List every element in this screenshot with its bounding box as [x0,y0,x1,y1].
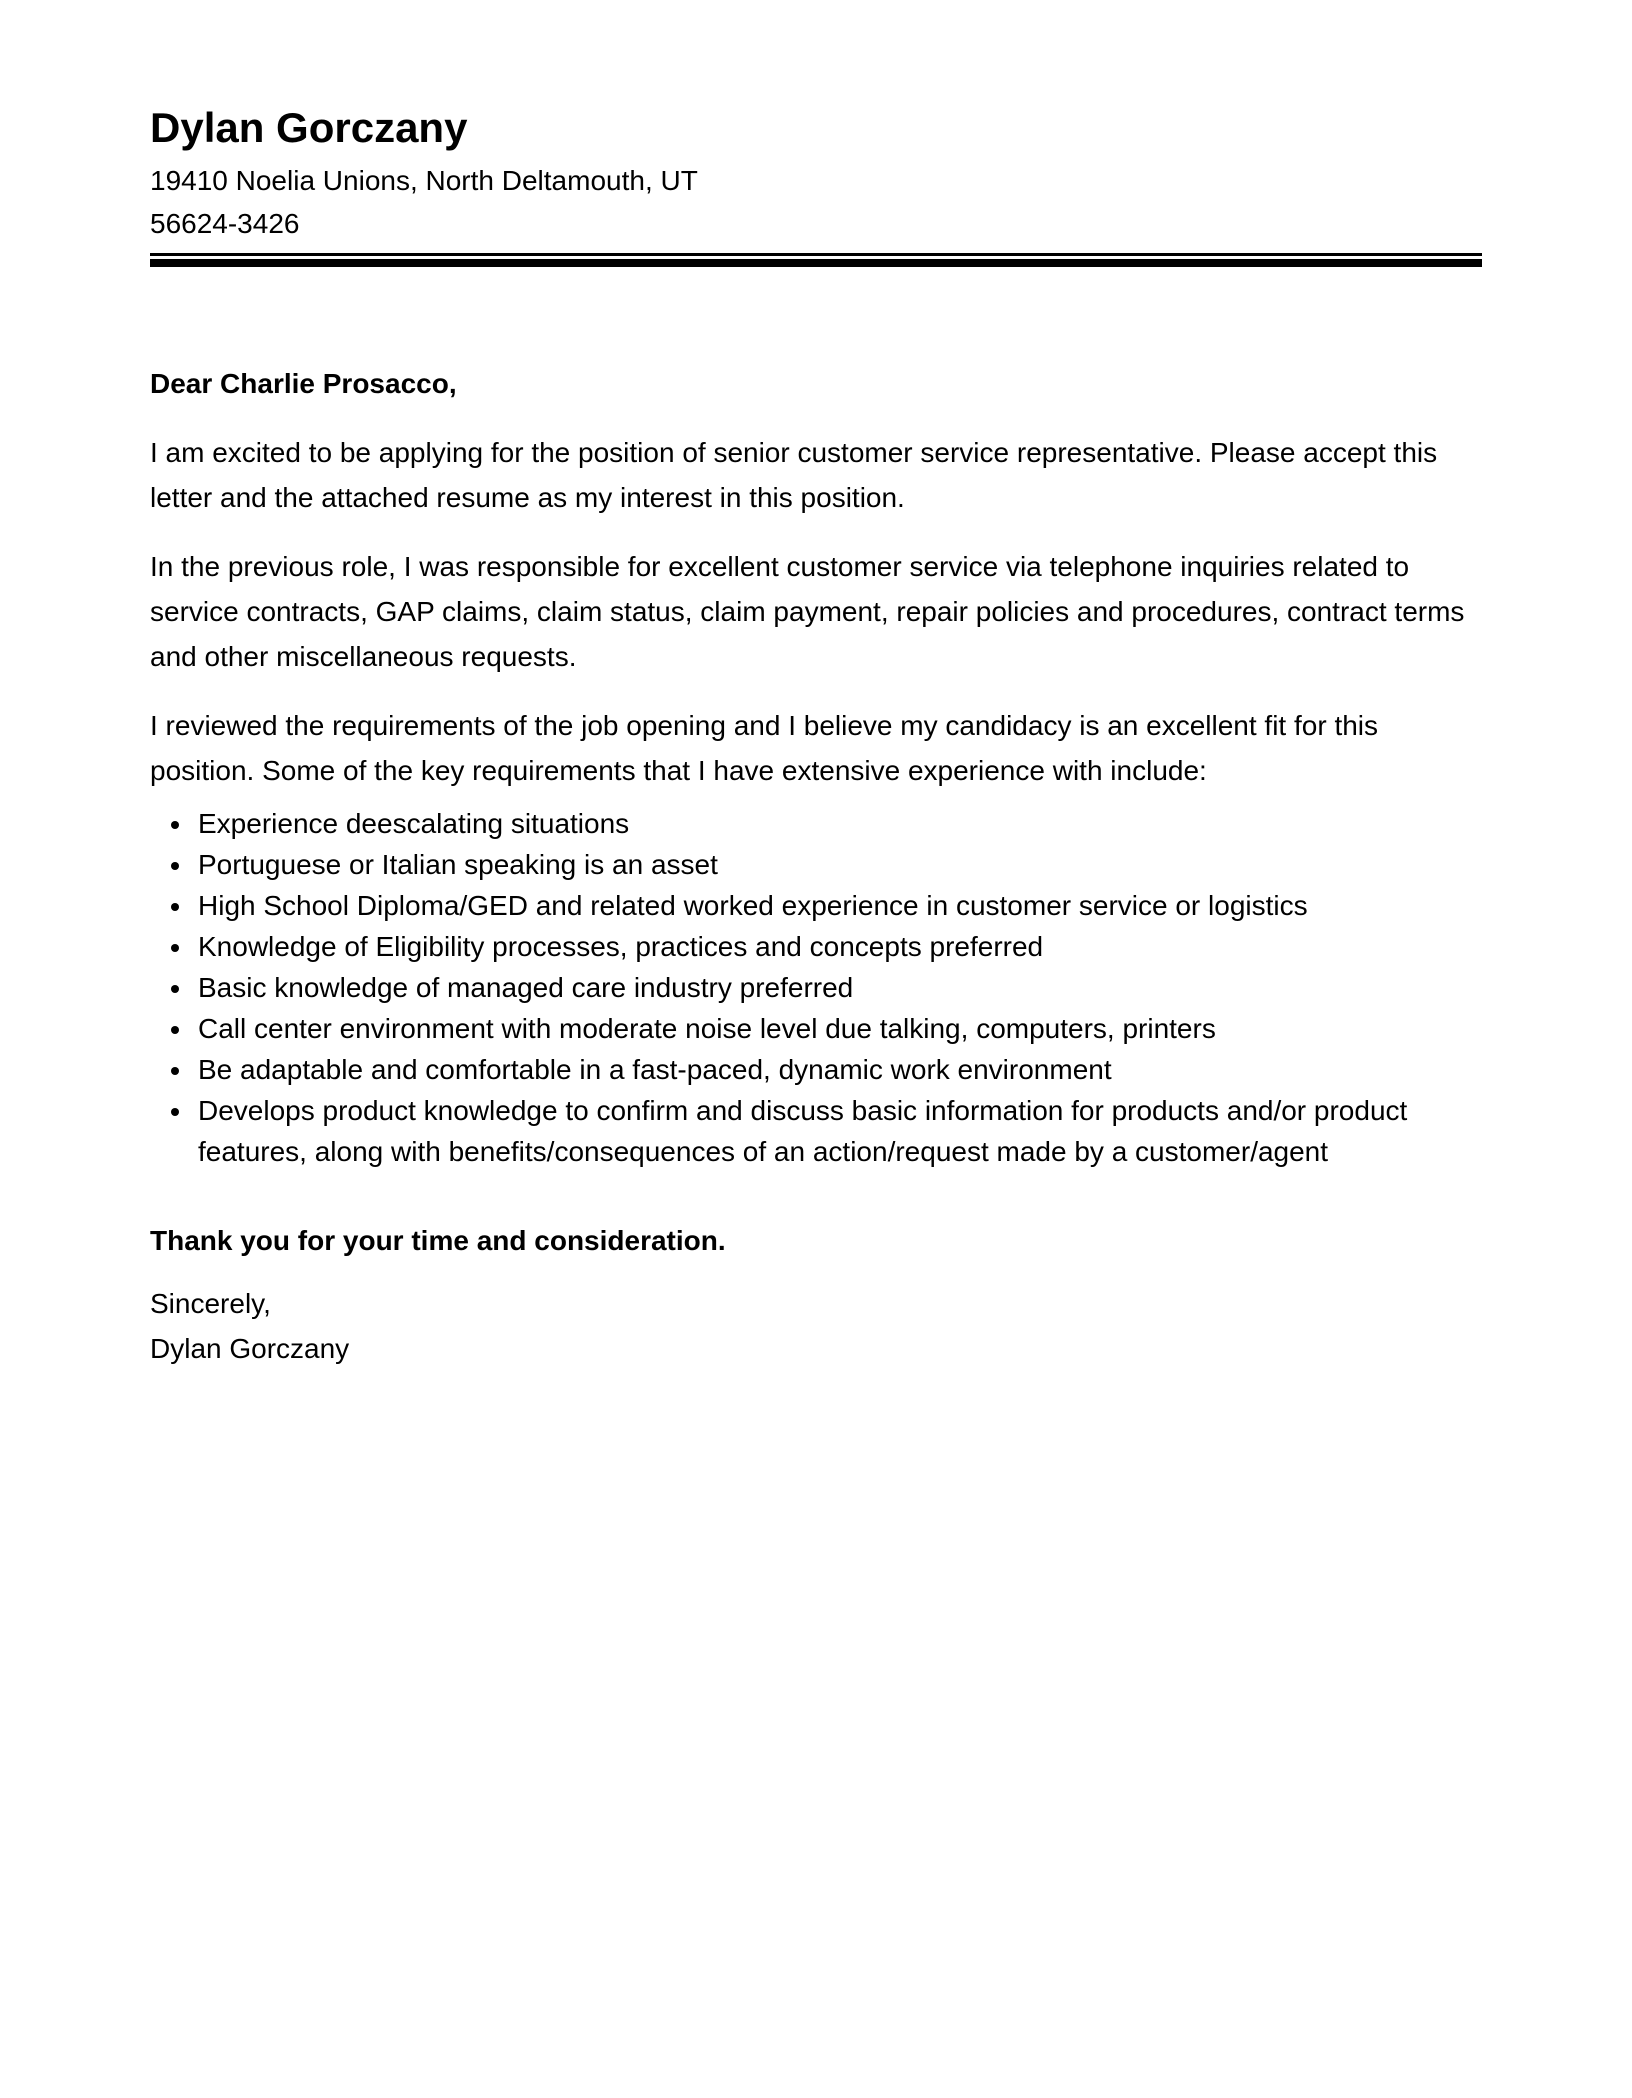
sender-address-line1: 19410 Noelia Unions, North Deltamouth, UT [150,165,698,196]
paragraph-previous-role: In the previous role, I was responsible for excellent customer service via telephone inquiries related to service contracts, GAP claims, claim status, claim payment, repair policies and procedures, contract terms and other miscellaneous requests. [150,551,1465,672]
sender-address-line2: 56624-3426 [150,208,300,239]
signoff: Sincerely, [150,1288,271,1319]
salutation: Dear Charlie Prosacco, [150,368,457,399]
list-item: • Knowledge of Eligibility processes, practices and concepts preferred [194,926,1482,967]
list-item: • Portuguese or Italian speaking is an asset [194,844,1482,885]
header-divider [150,253,1482,267]
list-item: • Experience deescalating situations [194,803,1482,844]
list-item: • Be adaptable and comfortable in a fast-paced, dynamic work environment [194,1049,1482,1090]
requirements-list [150,803,1482,1172]
list-item: • Basic knowledge of managed care industry preferred [194,967,1482,1008]
paragraph-requirements-lead: I reviewed the requirements of the job opening and I believe my candidacy is an excellent fit for this position. Some of the key requirements that I have extensive experience with include: [150,710,1379,786]
list-item: • Call center environment with moderate noise level due talking, computers, printers [194,1008,1482,1049]
sender-name: Dylan Gorczany [150,104,468,151]
list-item: • High School Diploma/GED and related worked experience in customer service or logistics [194,885,1482,926]
closing-line: Thank you for your time and consideration. [150,1225,726,1256]
paragraph-intro: I am excited to be applying for the position of senior customer service representative. Please accept this letter and the attached resume as my interest in this position. [150,437,1438,513]
letter-body [150,361,1482,1371]
letter-header [150,103,1482,245]
divider-thick-line [150,259,1482,267]
signature-name: Dylan Gorczany [150,1333,350,1364]
list-item: • Develops product knowledge to confirm and discuss basic information for products and/or product features, along with benefits/consequences of an action/request made by a customer/agent [194,1090,1482,1172]
